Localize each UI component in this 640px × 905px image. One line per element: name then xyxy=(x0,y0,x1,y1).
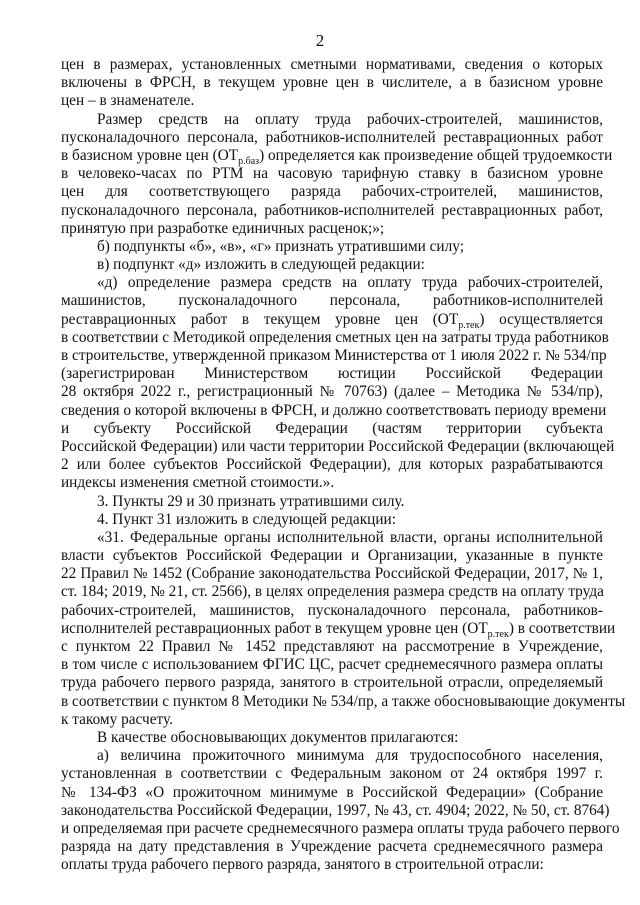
text-line: и определяемая при расчете среднемесячного размера оплаты труда рабочего первого xyxy=(61,819,620,837)
text-line: 3. Пункты 29 и 30 признать утратившими силу. xyxy=(97,492,405,510)
text-line: оплаты труда рабочего первого разряда, занятого в строительной отрасли: xyxy=(61,856,544,874)
text-line: и субъекту Российской Федерации (частям территории субъекта xyxy=(61,419,603,437)
text-line: труда рабочего первого разряда, занятого в строительной отрасли, определяемый xyxy=(61,674,603,692)
text-line: в) подпункт «д» изложить в следующей редакции: xyxy=(97,256,425,274)
text-line: в соответствии с пунктом 8 Методики № 534/пр, а также обосновывающие документы xyxy=(61,692,626,710)
text-line: цен в размерах, установленных сметными нормативами, сведения о которых xyxy=(61,56,603,73)
text-line: 28 октября 2022 г., регистрационный № 70763) (далее – Методика № 534/пр), xyxy=(61,383,603,401)
text-line: исполнителей реставрационных работ в текущем уровне цен $(ОТ_{р.тек})$ в соответствии xyxy=(61,619,616,640)
text-line: в человеко-часах по РТМ на часовую тарифную ставку в базисном уровне xyxy=(61,165,603,183)
text-line: рабочих-строителей, машинистов, пусконаладочного персонала, работников- xyxy=(61,601,603,619)
text-line: № 134-ФЗ «О прожиточном минимуме в Российской Федерации» (Собрание xyxy=(61,783,603,801)
text-line: реставрационных работ в текущем уровне цен $(ОТ_{р.тек})$ осуществляется xyxy=(61,310,603,331)
text-line: сведения о которой включены в ФРСН, и должно соответствовать периоду времени xyxy=(61,401,607,419)
text-line: 2 или более субъектов Российской Федерации), для которых разрабатываются xyxy=(61,456,603,474)
text-line: машинистов, пусконаладочного персонала, работников-исполнителей xyxy=(61,292,603,310)
text-line: (зарегистрирован Министерством юстиции Российской Федерации xyxy=(61,365,603,383)
text-line: «д) определение размера средств на оплату труда рабочих-строителей, xyxy=(97,274,603,292)
text-line: Российской Федерации) или части территории Российской Федерации (включающей xyxy=(61,437,615,455)
text-line: власти субъектов Российской Федерации и Организации, указанные в пункте xyxy=(61,547,603,565)
text-line: законодательства Российской Федерации, 1997, № 43, ст. 4904; 2022, № 50, ст. 8764) xyxy=(61,801,610,819)
text-line: б) подпункты «б», «в», «г» признать утратившими силу; xyxy=(97,237,464,255)
text-line: пусконаладочного персонала, работников-исполнителей реставрационных работ, xyxy=(61,201,603,219)
text-line: индексы изменения сметной стоимости.». xyxy=(61,474,335,492)
text-line: в базисном уровне цен $(ОТ_{р.баз})$ определяется как произведение общей трудоемкости xyxy=(61,146,613,167)
text-line: в строительстве, утвержденной приказом Министерства от 1 июля 2022 г. № 534/пр xyxy=(61,347,607,364)
text-line: в том числе с использованием ФГИС ЦС, расчет среднемесячного размера оплаты xyxy=(61,656,603,674)
text-line: с пунктом 22 Правил № 1452 представляют на рассмотрение в Учреждение, xyxy=(61,638,603,655)
text-line: 22 Правил № 1452 (Собрание законодательства Российской Федерации, 2017, № 1, xyxy=(61,565,603,583)
text-line: Размер средств на оплату труда рабочих-строителей, машинистов, xyxy=(97,110,603,128)
text-line: установленная в соответствии с Федеральным законом от 24 октября 1997 г. xyxy=(61,765,603,783)
text-line: цен для соответствующего разряда рабочих-строителей, машинистов, xyxy=(61,183,603,201)
text-line: пусконаладочного персонала, работников-исполнителей реставрационных работ xyxy=(61,128,603,146)
text-line: к такому расчету. xyxy=(61,710,173,728)
body-text xyxy=(61,56,626,874)
text-line: «31. Федеральные органы исполнительной власти, органы исполнительной xyxy=(97,528,603,546)
text-line: цен – в знаменателе. xyxy=(61,92,195,110)
text-line: В качестве обосновывающих документов прилагаются: xyxy=(97,728,459,746)
text-line: принятую при разработке единичных расценок;»; xyxy=(61,219,385,237)
text-line: включены в ФРСН, в текущем уровне цен в числителе, а в базисном уровне xyxy=(61,74,603,92)
page-number: 2 xyxy=(315,31,325,50)
text-line: ст. 184; 2019, № 21, ст. 2566), в целях определения размера средств на оплату труда xyxy=(61,583,604,601)
text-line: 4. Пункт 31 изложить в следующей редакции: xyxy=(97,510,396,528)
text-line: а) величина прожиточного минимума для трудоспособного населения, xyxy=(97,747,603,765)
text-line: в соответствии с Методикой определения сметных цен на затраты труда работников xyxy=(61,328,609,346)
text-line: разряда на дату представления в Учреждение расчета среднемесячного размера xyxy=(61,838,603,856)
